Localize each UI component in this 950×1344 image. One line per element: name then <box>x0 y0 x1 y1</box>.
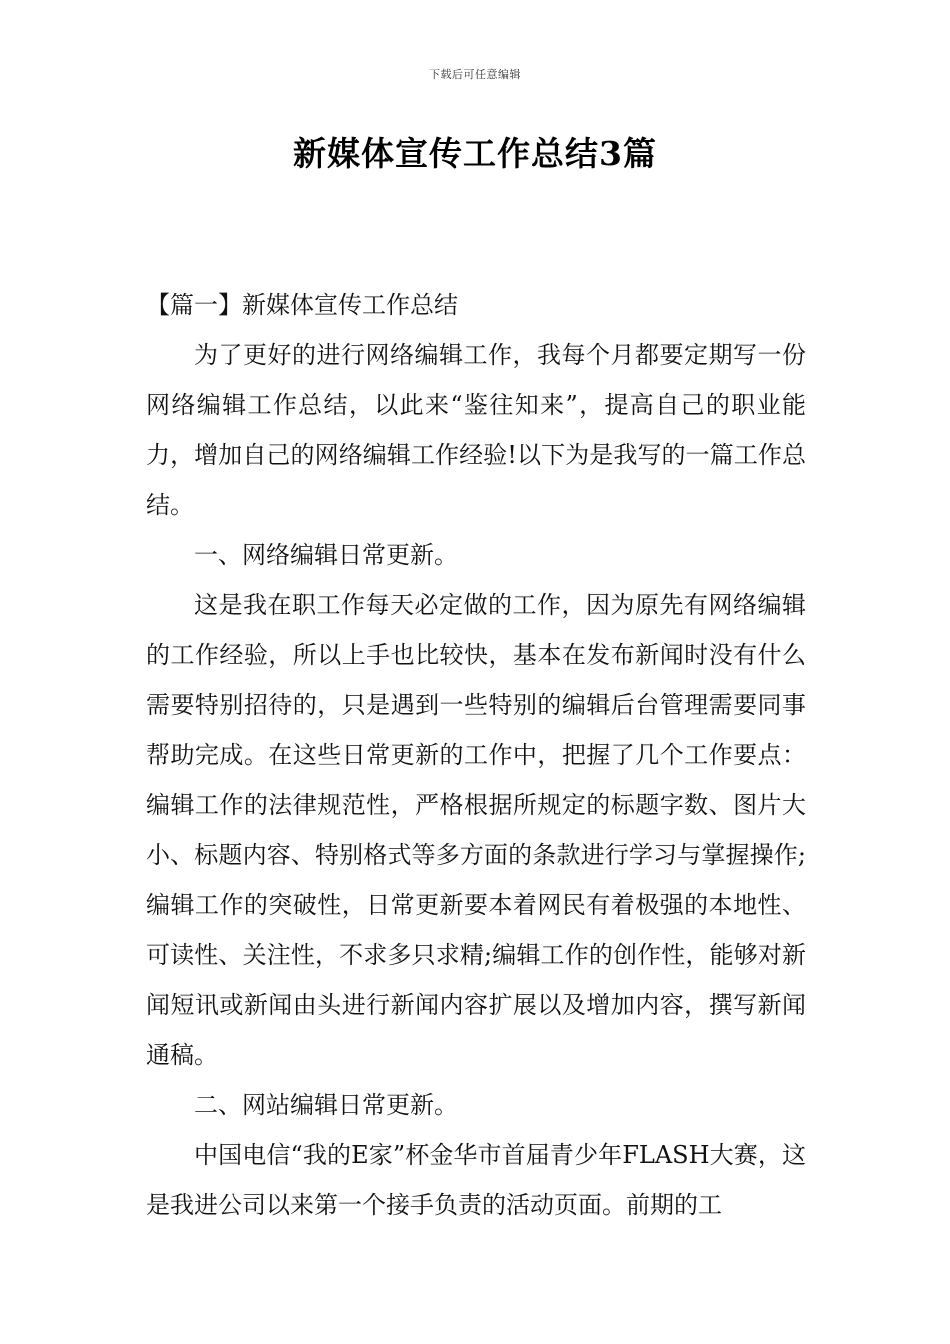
document-title: 新媒体宣传工作总结3篇 <box>293 134 657 173</box>
section-heading: 【篇一】新媒体宣传工作总结 <box>146 291 458 319</box>
paragraph-website-update: 中国电信“我的E家”杯金华市首届青少年FLASH大赛，这是我进公司以来第一个接手负责的活动页面。前期的工 <box>146 1141 806 1219</box>
paragraph-daily-update: 这是我在职工作每天必定做的工作，因为原先有网络编辑的工作经验，所以上手也比较快，基本在发布新闻时没有什么需要特别招待的，只是遇到一些特别的编辑后台管理需要同事帮助完成。在这些日常更新的工作中，把握了几个工作要点：编辑工作的法律规范性，严格根据所规定的标题字数、图片大小、标题内容、特别格式等多方面的条款进行学习与掌握操作;编辑工作的突破性，日常更新要本着网民有着极强的本地性、可读性、关注性，不求多只求精;编辑工作的创作性，能够对新闻短讯或新闻由头进行新闻内容扩展以及增加内容，撰写新闻通稿。 <box>146 591 806 1069</box>
subheading-website-update: 二、网站编辑日常更新。 <box>194 1091 458 1119</box>
subheading-daily-update: 一、网络编辑日常更新。 <box>194 541 458 569</box>
paragraph-intro: 为了更好的进行网络编辑工作，我每个月都要定期写一份网络编辑工作总结，以此来“鉴往知来”，提高自己的职业能力，增加自己的网络编辑工作经验!以下为是我写的一篇工作总结。 <box>146 341 806 519</box>
header-note: 下载后可任意编辑 <box>429 68 521 81</box>
document-body <box>146 280 806 1230</box>
